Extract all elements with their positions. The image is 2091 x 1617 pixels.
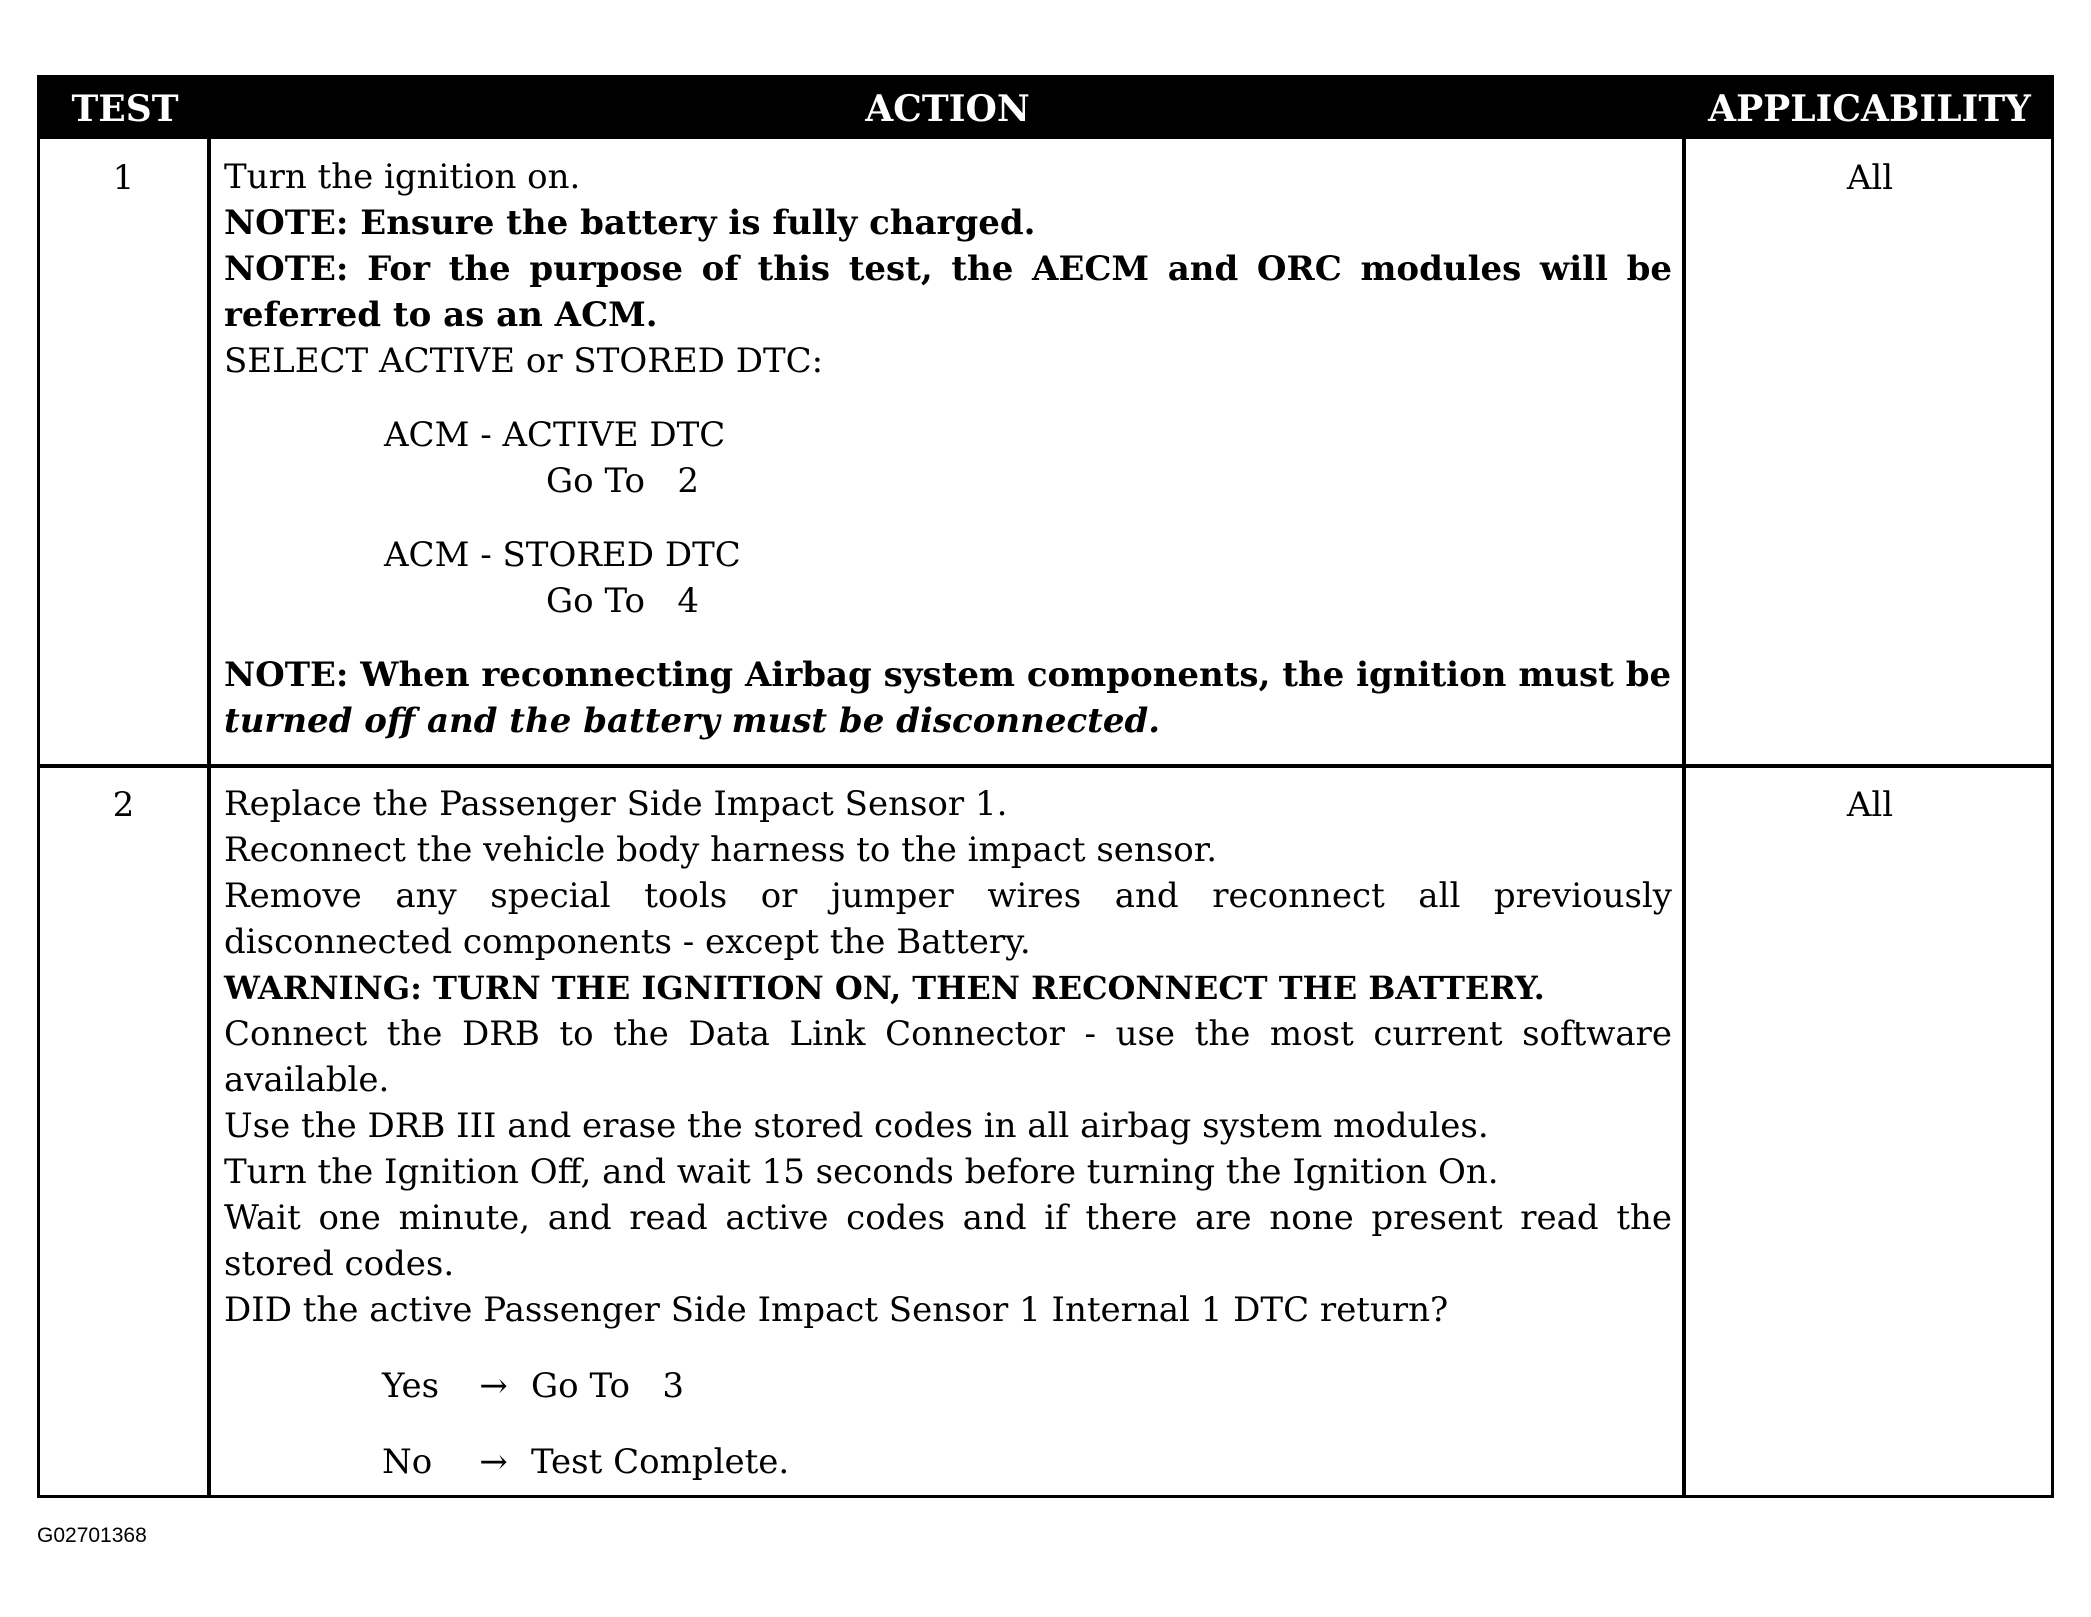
note-line: NOTE: For the purpose of this test, the AECM and ORC modules will be referred to as an ACM. (224, 249, 1672, 335)
note-line: NOTE: When reconnecting Airbag system components, the ignition must be (224, 655, 1672, 695)
action-line: Wait one minute, and read active codes and if there are none present read the stored codes. (224, 1198, 1672, 1284)
result-label: Test Complete. (531, 1442, 790, 1482)
action-line: Turn the Ignition Off, and wait 15 seconds before turning the Ignition On. (224, 1152, 1499, 1192)
header-test: TEST (71, 88, 179, 130)
action-line: Connect the DRB to the Data Link Connector - use the most current software available. (224, 1014, 1672, 1100)
question-line: DID the active Passenger Side Impact Sensor 1 Internal 1 DTC return? (224, 1290, 1449, 1330)
action-line: Remove any special tools or jumper wires and reconnect all previously disconnected components - except the Battery. (224, 876, 1672, 962)
action-line: Use the DRB III and erase the stored codes in all airbag system modules. (224, 1106, 1489, 1146)
header-action: ACTION (865, 88, 1030, 130)
action-cell (224, 154, 1672, 744)
figure-code: G02701368 (37, 1524, 147, 1547)
arrow-icon: → (479, 1366, 508, 1406)
option-label: ACM - STORED DTC (384, 535, 741, 575)
arrow-icon: → (479, 1442, 508, 1482)
yes-branch (224, 1363, 1672, 1409)
note-line: turned off and the battery must be disconnected. (224, 701, 1161, 741)
action-line: Turn the ignition on. (224, 157, 581, 197)
table-header (40, 78, 2051, 139)
goto-label: Go To 4 (546, 581, 699, 621)
yes-label: Yes (382, 1366, 440, 1406)
test-number: 1 (112, 158, 135, 198)
action-line: Reconnect the vehicle body harness to the impact sensor. (224, 830, 1218, 870)
option-label: ACM - ACTIVE DTC (384, 415, 726, 455)
test-number: 2 (112, 785, 135, 825)
goto-label: Go To 2 (546, 461, 699, 501)
applicability-value: All (1846, 785, 1894, 825)
diagnostic-table (37, 75, 2054, 1498)
column-divider (207, 139, 211, 1498)
warning-line: WARNING: TURN THE IGNITION ON, THEN RECONNECT THE BATTERY. (224, 969, 1545, 1007)
header-applicability: APPLICABILITY (1708, 88, 2031, 130)
note-line: NOTE: Ensure the battery is fully charged. (224, 203, 1036, 243)
action-cell (224, 781, 1672, 1485)
action-line: SELECT ACTIVE or STORED DTC: (224, 341, 824, 381)
applicability-value: All (1846, 158, 1894, 198)
no-label: No (382, 1442, 433, 1482)
no-branch (224, 1439, 1672, 1485)
goto-label: Go To 3 (531, 1366, 684, 1406)
action-line: Replace the Passenger Side Impact Sensor 1. (224, 784, 1008, 824)
row-divider (40, 764, 2051, 768)
